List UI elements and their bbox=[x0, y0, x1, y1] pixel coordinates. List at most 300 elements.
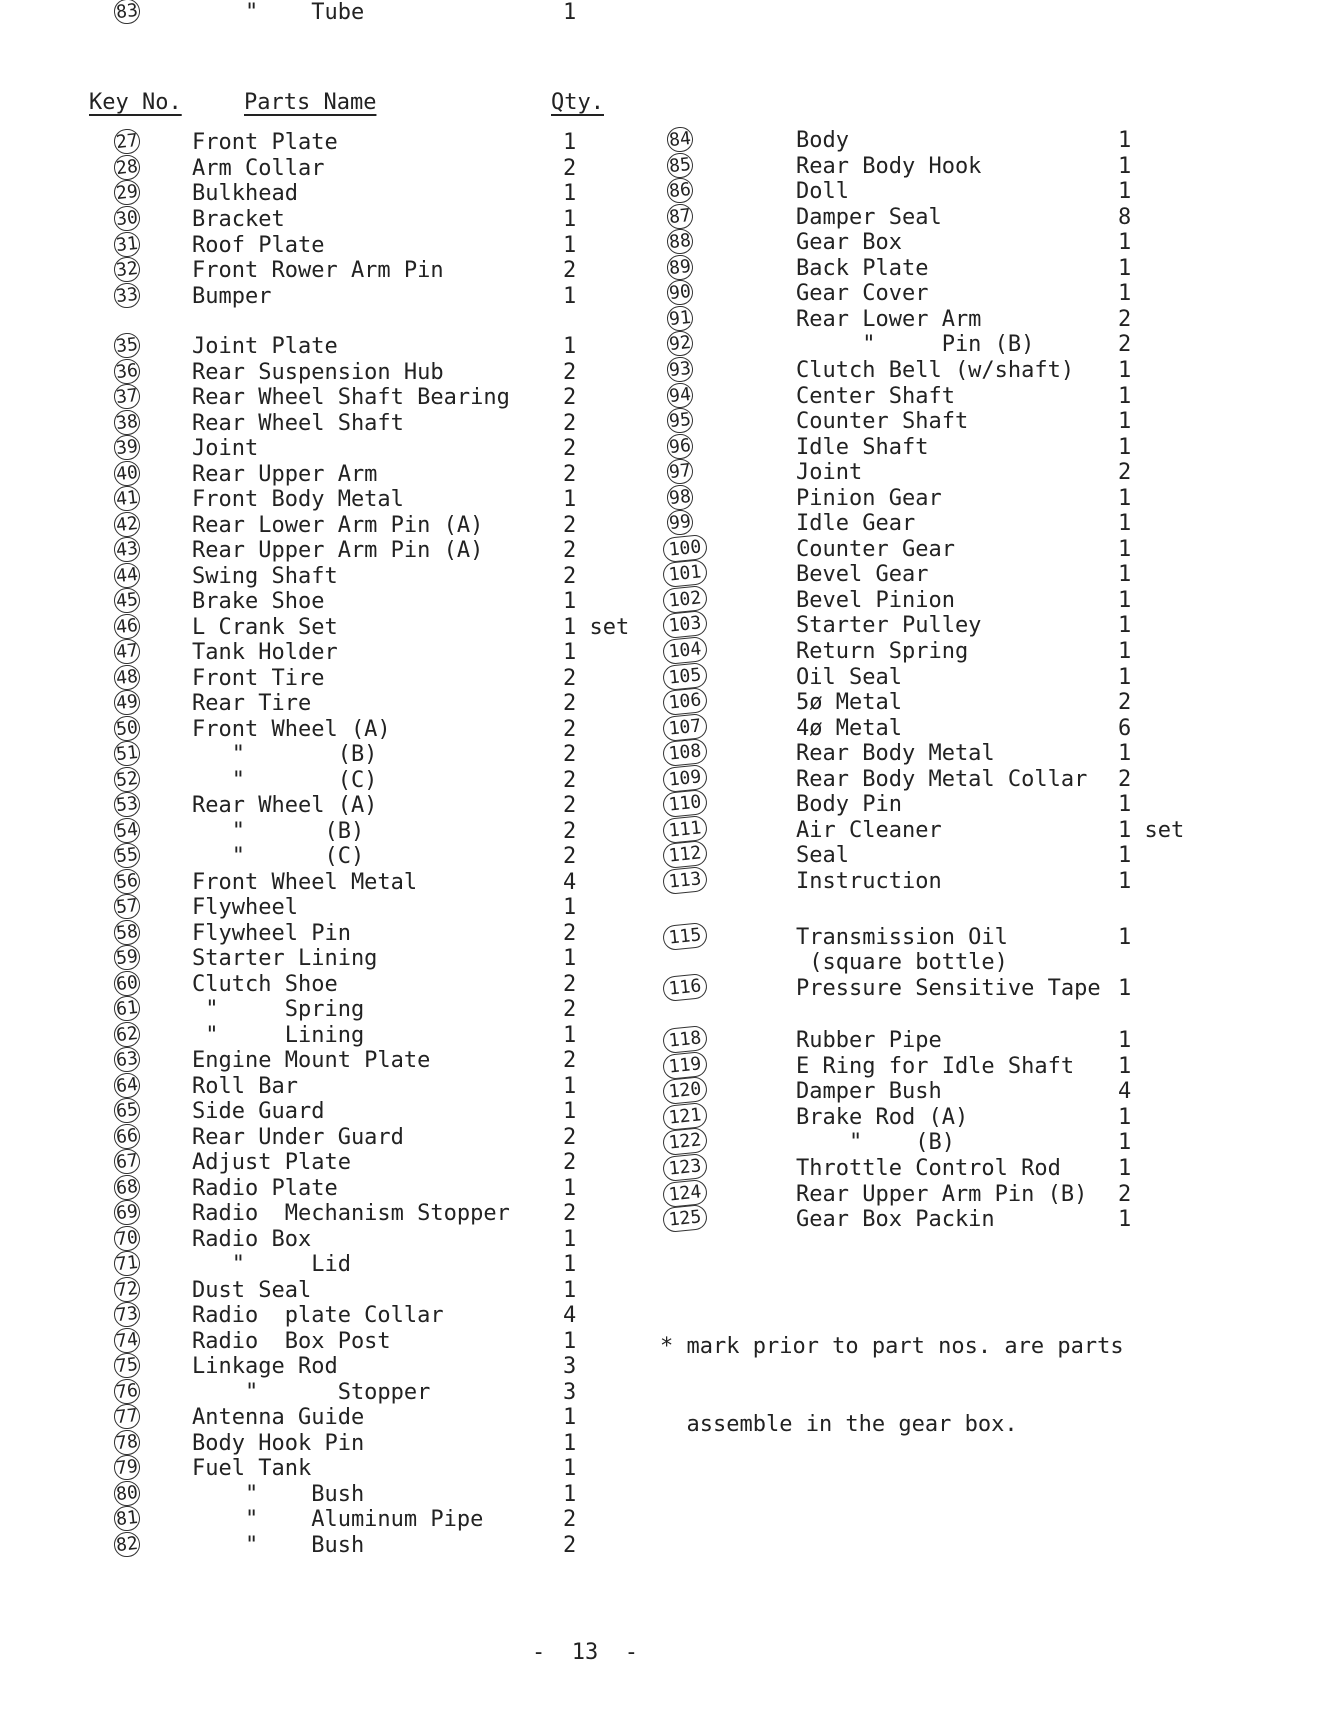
part-key-number: 51 bbox=[113, 740, 141, 768]
part-name: Radio Mechanism Stopper bbox=[192, 1201, 510, 1226]
part-key-number: 65 bbox=[113, 1097, 141, 1125]
part-row bbox=[0, 792, 1333, 818]
part-name: " Bush bbox=[192, 1532, 365, 1558]
part-qty: 1 bbox=[1118, 357, 1132, 383]
part-qty: 1 bbox=[1118, 664, 1132, 690]
part-qty: 1 bbox=[1118, 976, 1132, 1001]
part-key-number: 123 bbox=[662, 1153, 708, 1182]
part-qty: 1 bbox=[1118, 409, 1132, 435]
part-name: Rear Under Guard bbox=[192, 1124, 404, 1150]
part-name: Back Plate bbox=[796, 255, 929, 281]
part-key-number: 74 bbox=[113, 1326, 141, 1354]
part-key-number: 47 bbox=[113, 638, 141, 666]
part-name: Starter Lining bbox=[192, 946, 378, 971]
part-qty: 1 bbox=[563, 130, 577, 155]
part-key-number: 105 bbox=[662, 661, 708, 690]
part-name: Clutch Bell (w/shaft) bbox=[796, 357, 1075, 383]
part-row bbox=[0, 205, 1333, 231]
part-key-number: 113 bbox=[662, 866, 708, 895]
part-name: Counter Gear bbox=[796, 536, 955, 562]
part-qty: 1 bbox=[563, 1252, 577, 1277]
part-key-number: 122 bbox=[662, 1127, 708, 1156]
part-key-number: 30 bbox=[113, 205, 141, 233]
part-key-number: 38 bbox=[113, 408, 141, 436]
part-qty: 2 bbox=[563, 155, 577, 181]
part-name: Radio plate Collar bbox=[192, 1303, 444, 1328]
part-name: Seal bbox=[796, 843, 849, 869]
part-qty: 1 bbox=[1118, 255, 1132, 281]
part-row bbox=[0, 1507, 1333, 1533]
part-name: Body Hook Pin bbox=[192, 1430, 365, 1456]
part-row bbox=[0, 1028, 1333, 1054]
part-key-number: 88 bbox=[666, 228, 694, 256]
part-key-number: 103 bbox=[662, 610, 708, 639]
part-row bbox=[0, 281, 1333, 310]
part-qty: 2 bbox=[563, 767, 577, 793]
part-name: Rear Wheel Shaft bbox=[192, 410, 404, 436]
part-name: Idle Shaft bbox=[796, 434, 929, 460]
part-row bbox=[0, 435, 1333, 461]
part-row bbox=[0, 869, 1333, 895]
part-key-number: 118 bbox=[662, 1025, 708, 1054]
part-qty: 1 bbox=[563, 589, 577, 614]
part-key-number: 62 bbox=[113, 1020, 141, 1048]
part-qty: 2 bbox=[563, 410, 577, 436]
part-key-number: 39 bbox=[113, 434, 141, 462]
part-name: Fuel Tank bbox=[192, 1456, 312, 1481]
part-qty: 1 bbox=[1118, 1156, 1132, 1181]
part-name: Gear Cover bbox=[796, 281, 929, 307]
part-name: Pinion Gear bbox=[796, 485, 942, 511]
part-key-number: 120 bbox=[662, 1076, 708, 1105]
part-qty: 2 bbox=[563, 742, 577, 767]
part-key-number: 107 bbox=[662, 712, 708, 741]
part-key-number: 90 bbox=[666, 279, 694, 307]
part-name: Damper Seal bbox=[796, 204, 942, 230]
part-qty: 1 bbox=[1118, 511, 1132, 537]
part-qty: 1 bbox=[1118, 1207, 1132, 1233]
part-key-number: 59 bbox=[113, 944, 141, 972]
part-key-number: 64 bbox=[113, 1071, 141, 1099]
part-qty: 1 bbox=[563, 1481, 577, 1507]
part-qty: 1 bbox=[563, 1073, 577, 1099]
part-qty: 2 bbox=[563, 1201, 577, 1226]
part-qty: 1 bbox=[1118, 485, 1132, 511]
part-row bbox=[0, 613, 1333, 639]
part-name: Adjust Plate bbox=[192, 1150, 351, 1175]
part-qty: 1 bbox=[1118, 741, 1132, 767]
part-name: Air Cleaner bbox=[796, 817, 942, 843]
part-name: Bracket bbox=[192, 207, 285, 232]
part-qty: 1 bbox=[563, 232, 577, 258]
part-key-number: 46 bbox=[113, 612, 141, 640]
part-name: Radio Box bbox=[192, 1226, 312, 1252]
part-key-number: 82 bbox=[113, 1530, 141, 1558]
part-name: Rear Body Hook bbox=[796, 153, 982, 179]
part-key-number: 58 bbox=[113, 918, 141, 946]
part-key-number: 29 bbox=[113, 179, 141, 207]
part-key-number: 84 bbox=[666, 126, 694, 154]
part-name: Rear Wheel (A) bbox=[192, 793, 378, 818]
part-name: Swing Shaft bbox=[192, 563, 338, 589]
part-name: Bulkhead bbox=[192, 181, 298, 207]
part-key-number: 106 bbox=[662, 687, 708, 716]
part-key-number: 119 bbox=[662, 1050, 708, 1079]
part-name: Gear Box bbox=[796, 230, 902, 256]
part-qty: 1 bbox=[1118, 925, 1132, 950]
part-row bbox=[0, 230, 1333, 256]
part-row bbox=[0, 1252, 1333, 1278]
part-name: Throttle Control Rod bbox=[796, 1156, 1061, 1181]
part-qty: 4 bbox=[563, 1303, 577, 1328]
page-number: - 13 - bbox=[532, 1640, 638, 1665]
part-name: Return Spring bbox=[796, 639, 969, 664]
part-qty: 1 bbox=[563, 895, 577, 920]
part-qty: 2 bbox=[563, 997, 577, 1022]
part-name: Front Rower Arm Pin bbox=[192, 258, 444, 284]
part-qty: 1 bbox=[563, 487, 577, 512]
part-name: " (B) bbox=[192, 742, 378, 767]
part-name: 4ø Metal bbox=[796, 715, 902, 741]
part-name: Rear Lower Arm bbox=[796, 306, 982, 332]
part-row bbox=[0, 690, 1333, 716]
part-qty: 1 bbox=[1118, 1104, 1132, 1130]
part-row bbox=[0, 511, 1333, 537]
part-row bbox=[0, 307, 1333, 333]
part-name: Bevel Gear bbox=[796, 562, 929, 588]
part-qty: 2 bbox=[563, 1532, 577, 1558]
part-row bbox=[0, 179, 1333, 205]
part-key-number: 37 bbox=[113, 383, 141, 411]
part-key-number: 70 bbox=[113, 1224, 141, 1252]
part-name: Rear Body Metal Collar bbox=[796, 766, 1088, 792]
part-row bbox=[0, 0, 1333, 26]
part-qty: 1 set bbox=[1118, 817, 1185, 843]
part-name: Clutch Shoe bbox=[192, 971, 338, 997]
part-name: Side Guard bbox=[192, 1099, 325, 1124]
part-key-number: 115 bbox=[662, 922, 708, 951]
part-name: Pressure Sensitive Tape bbox=[796, 976, 1101, 1001]
part-row bbox=[0, 976, 1333, 1002]
part-key-number: 41 bbox=[113, 485, 141, 513]
part-key-number: 112 bbox=[662, 840, 708, 869]
part-key-number: 49 bbox=[113, 689, 141, 717]
part-qty: 1 bbox=[563, 181, 577, 207]
part-name: Radio Plate bbox=[192, 1175, 338, 1201]
part-qty: 2 bbox=[1118, 690, 1132, 716]
part-name: " Lid bbox=[192, 1252, 351, 1277]
part-qty: 2 bbox=[563, 258, 577, 284]
part-key-number: 56 bbox=[113, 867, 141, 895]
part-key-number: 32 bbox=[113, 256, 141, 284]
part-qty: 1 bbox=[1118, 383, 1132, 409]
part-qty: 2 bbox=[563, 716, 577, 742]
part-qty: 2 bbox=[563, 359, 577, 385]
part-name: Radio Box Post bbox=[192, 1328, 391, 1354]
part-qty: 1 bbox=[563, 1022, 577, 1048]
part-name: " (C) bbox=[192, 844, 365, 869]
part-name: Transmission Oil bbox=[796, 925, 1008, 950]
part-qty: 2 bbox=[563, 1124, 577, 1150]
part-name: Body Pin bbox=[796, 792, 902, 818]
part-qty: 4 bbox=[563, 869, 577, 895]
part-qty: 2 bbox=[563, 844, 577, 869]
part-qty: 2 bbox=[563, 563, 577, 589]
part-row bbox=[0, 716, 1333, 742]
part-row bbox=[0, 358, 1333, 384]
part-key-number: 53 bbox=[113, 791, 141, 819]
part-qty: 1 bbox=[563, 1328, 577, 1354]
part-key-number: 60 bbox=[113, 969, 141, 997]
part-qty: 1 bbox=[563, 1456, 577, 1481]
part-qty: 1 bbox=[563, 284, 577, 310]
part-key-number: 43 bbox=[113, 536, 141, 564]
part-row bbox=[0, 1130, 1333, 1156]
part-name: Tank Holder bbox=[192, 640, 338, 665]
part-qty: 2 bbox=[1118, 306, 1132, 332]
part-key-number: 42 bbox=[113, 510, 141, 538]
part-name: Rear Suspension Hub bbox=[192, 359, 444, 385]
part-qty: 1 bbox=[1118, 153, 1132, 179]
part-qty: 1 bbox=[563, 1226, 577, 1252]
part-key-number: 73 bbox=[113, 1301, 141, 1329]
part-qty: 2 bbox=[563, 1507, 577, 1532]
part-name: Joint bbox=[192, 436, 259, 461]
part-name: L Crank Set bbox=[192, 614, 338, 640]
part-key-number: 27 bbox=[113, 128, 141, 156]
part-name: Oil Seal bbox=[796, 664, 902, 690]
part-row bbox=[0, 767, 1333, 793]
part-row bbox=[0, 154, 1333, 180]
part-name: Dust Seal bbox=[192, 1277, 312, 1303]
part-key-number: 125 bbox=[662, 1204, 708, 1233]
part-row bbox=[0, 741, 1333, 767]
part-name: Instruction bbox=[796, 868, 942, 894]
part-qty: 1 bbox=[1118, 1053, 1132, 1079]
part-key-number: 89 bbox=[666, 253, 694, 281]
part-qty: 2 bbox=[563, 436, 577, 461]
part-qty: 1 bbox=[563, 0, 577, 25]
part-name: (square bottle) bbox=[796, 950, 1008, 975]
part-name: Center Shaft bbox=[796, 383, 955, 409]
part-qty: 3 bbox=[563, 1354, 577, 1379]
part-name: Front Body Metal bbox=[192, 487, 404, 512]
part-key-number: 87 bbox=[666, 202, 694, 230]
part-row bbox=[0, 895, 1333, 921]
part-name: Linkage Rod bbox=[192, 1354, 338, 1379]
part-key-number: 116 bbox=[662, 973, 708, 1002]
part-qty: 1 bbox=[1118, 639, 1132, 664]
part-name: Roll Bar bbox=[192, 1073, 298, 1099]
part-qty: 1 bbox=[1118, 843, 1132, 869]
part-qty: 2 bbox=[563, 691, 577, 716]
part-key-number: 121 bbox=[662, 1102, 708, 1131]
part-key-number: 36 bbox=[113, 357, 141, 385]
part-name: Doll bbox=[796, 179, 849, 205]
part-key-number: 72 bbox=[113, 1275, 141, 1303]
part-key-number: 76 bbox=[113, 1377, 141, 1405]
part-qty: 1 bbox=[1118, 281, 1132, 307]
part-key-number: 94 bbox=[666, 381, 694, 409]
header-qty: Qty. bbox=[551, 90, 604, 115]
part-key-number: 91 bbox=[666, 305, 694, 333]
part-qty: 2 bbox=[563, 1048, 577, 1073]
part-qty: 2 bbox=[563, 1150, 577, 1175]
part-key-number: 97 bbox=[666, 458, 694, 486]
part-row bbox=[0, 950, 1333, 976]
part-qty: 1 bbox=[1118, 434, 1132, 460]
part-key-number: 52 bbox=[113, 765, 141, 793]
part-key-number: 108 bbox=[662, 738, 708, 767]
part-qty: 1 bbox=[563, 946, 577, 971]
part-qty: 2 bbox=[1118, 332, 1132, 358]
part-row bbox=[0, 562, 1333, 588]
part-key-number: 92 bbox=[666, 330, 694, 358]
part-row bbox=[0, 588, 1333, 614]
part-row bbox=[0, 1207, 1333, 1233]
part-row bbox=[0, 1533, 1333, 1559]
part-key-number: 86 bbox=[666, 177, 694, 205]
part-name: Flywheel bbox=[192, 895, 298, 920]
part-key-number: 63 bbox=[113, 1046, 141, 1074]
part-key-number: 95 bbox=[666, 407, 694, 435]
part-qty: 1 bbox=[1118, 1028, 1132, 1053]
part-name: Front Tire bbox=[192, 665, 325, 691]
part-qty: 2 bbox=[1118, 460, 1132, 486]
part-qty: 1 bbox=[1118, 792, 1132, 818]
part-row bbox=[0, 1156, 1333, 1182]
note-line: * mark prior to part nos. are parts bbox=[660, 1334, 1124, 1359]
part-key-number: 100 bbox=[662, 534, 708, 563]
part-key-number: 79 bbox=[113, 1454, 141, 1482]
part-key-number: 124 bbox=[662, 1178, 708, 1207]
part-name: Rubber Pipe bbox=[796, 1028, 942, 1053]
part-row bbox=[0, 925, 1333, 951]
part-qty: 1 bbox=[563, 1175, 577, 1201]
part-name: Rear Wheel Shaft Bearing bbox=[192, 385, 510, 410]
part-qty: 1 bbox=[563, 1277, 577, 1303]
part-key-number: 81 bbox=[113, 1505, 141, 1533]
part-key-number: 80 bbox=[113, 1479, 141, 1507]
part-key-number: 104 bbox=[662, 636, 708, 665]
part-name: Body bbox=[796, 128, 849, 153]
part-key-number: 69 bbox=[113, 1199, 141, 1227]
part-key-number: 78 bbox=[113, 1428, 141, 1456]
part-row bbox=[0, 128, 1333, 154]
part-name: " (B) bbox=[192, 818, 365, 844]
part-name: " Lining bbox=[192, 1022, 365, 1048]
part-name: " Tube bbox=[192, 0, 365, 25]
part-qty: 1 bbox=[563, 334, 577, 359]
part-qty: 1 bbox=[1118, 230, 1132, 256]
part-qty: 2 bbox=[563, 665, 577, 691]
part-qty: 1 bbox=[1118, 1130, 1132, 1156]
part-key-number: 50 bbox=[113, 714, 141, 742]
part-qty: 2 bbox=[1118, 1181, 1132, 1207]
part-name: Arm Collar bbox=[192, 155, 325, 181]
part-qty: 6 bbox=[1118, 715, 1132, 741]
part-key-number: 55 bbox=[113, 842, 141, 870]
part-qty: 1 bbox=[1118, 562, 1132, 588]
part-qty: 1 bbox=[1118, 613, 1132, 639]
part-qty: 1 bbox=[1118, 587, 1132, 613]
part-key-number: 85 bbox=[666, 151, 694, 179]
part-name: Front Wheel Metal bbox=[192, 869, 418, 895]
part-key-number: 61 bbox=[113, 995, 141, 1023]
part-name: Idle Gear bbox=[796, 511, 916, 537]
part-name: Flywheel Pin bbox=[192, 920, 351, 946]
part-key-number: 101 bbox=[662, 559, 708, 588]
part-key-number: 28 bbox=[113, 153, 141, 181]
part-key-number: 68 bbox=[113, 1173, 141, 1201]
part-qty: 1 bbox=[563, 1405, 577, 1430]
part-key-number: 98 bbox=[666, 483, 694, 511]
header-key-no: Key No. bbox=[89, 90, 182, 115]
part-row bbox=[0, 409, 1333, 435]
part-name: Rear Body Metal bbox=[796, 741, 995, 767]
part-qty: 1 bbox=[1118, 536, 1132, 562]
part-row bbox=[0, 486, 1333, 512]
part-qty: 2 bbox=[563, 385, 577, 410]
part-row bbox=[0, 384, 1333, 410]
part-name: 5ø Metal bbox=[796, 690, 902, 716]
part-row bbox=[0, 639, 1333, 665]
part-name: E Ring for Idle Shaft bbox=[796, 1053, 1075, 1079]
part-key-number: 99 bbox=[666, 509, 694, 537]
part-name: Rear Lower Arm Pin (A) bbox=[192, 512, 484, 538]
part-qty: 2 bbox=[563, 793, 577, 818]
part-qty: 1 bbox=[563, 1099, 577, 1124]
part-row bbox=[0, 1054, 1333, 1080]
header-parts-name: Parts Name bbox=[244, 90, 377, 115]
part-name: Bevel Pinion bbox=[796, 587, 955, 613]
part-key-number: 57 bbox=[113, 893, 141, 921]
part-name: Rear Upper Arm Pin (B) bbox=[796, 1181, 1088, 1207]
part-name: Brake Rod (A) bbox=[796, 1104, 969, 1130]
part-row bbox=[0, 665, 1333, 691]
part-key-number: 35 bbox=[113, 332, 141, 360]
part-qty: 2 bbox=[1118, 766, 1132, 792]
part-name: Counter Shaft bbox=[796, 409, 969, 435]
note-line: assemble in the gear box. bbox=[660, 1412, 1018, 1437]
part-row bbox=[0, 843, 1333, 869]
part-key-number: 44 bbox=[113, 561, 141, 589]
part-key-number: 31 bbox=[113, 230, 141, 258]
part-key-number: 54 bbox=[113, 816, 141, 844]
part-row bbox=[0, 818, 1333, 844]
part-name: Brake Shoe bbox=[192, 589, 325, 614]
part-name: Front Wheel (A) bbox=[192, 716, 391, 742]
part-qty: 1 bbox=[563, 1430, 577, 1456]
part-qty: 1 bbox=[563, 640, 577, 665]
part-qty: 2 bbox=[563, 538, 577, 563]
part-key-number: 71 bbox=[113, 1250, 141, 1278]
part-name: " (B) bbox=[796, 1130, 955, 1156]
part-key-number: 48 bbox=[113, 663, 141, 691]
part-key-number: 110 bbox=[662, 789, 708, 818]
part-qty: 2 bbox=[563, 971, 577, 997]
part-qty: 8 bbox=[1118, 204, 1132, 230]
part-row bbox=[0, 1182, 1333, 1208]
part-key-number: 75 bbox=[113, 1352, 141, 1380]
part-row bbox=[0, 1079, 1333, 1105]
part-name: Rear Upper Arm bbox=[192, 461, 378, 487]
part-qty: 1 bbox=[1118, 868, 1132, 894]
part-key-number: 45 bbox=[113, 587, 141, 615]
part-name: Engine Mount Plate bbox=[192, 1048, 431, 1073]
part-name: Joint bbox=[796, 460, 863, 486]
part-qty: 1 set bbox=[563, 614, 630, 640]
